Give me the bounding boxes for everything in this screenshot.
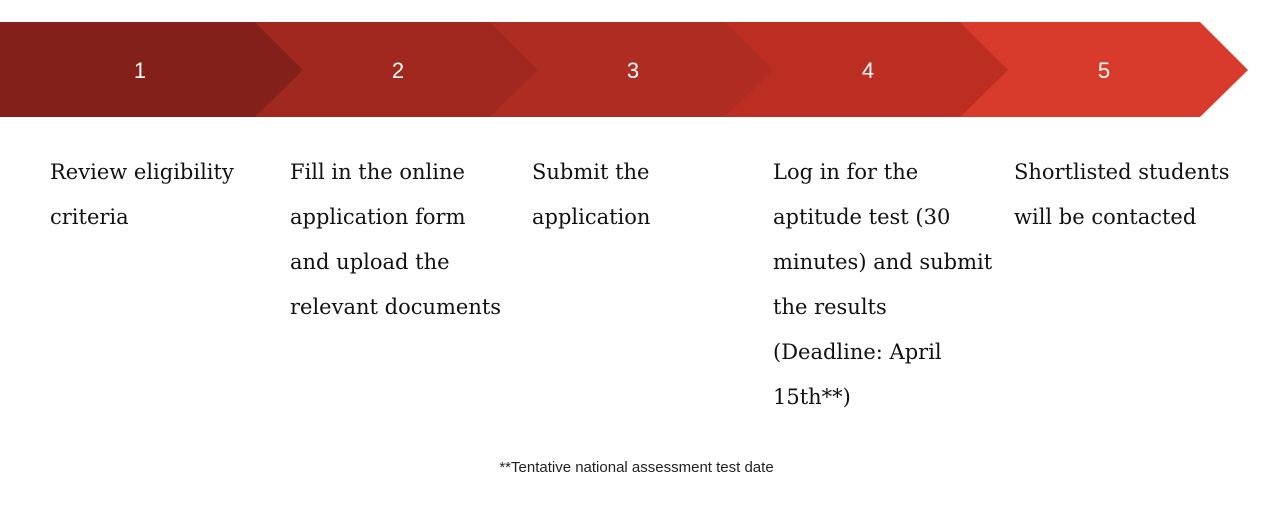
step-description-3: Submit the application bbox=[532, 160, 651, 229]
step-number-4: 4 bbox=[861, 58, 875, 83]
step-number-1: 1 bbox=[133, 58, 147, 83]
step-description-4: Log in for the aptitude test (30 minutes) and submit the results (Deadline: April 15th**) bbox=[773, 160, 993, 409]
step-description-1: Review eligibility criteria bbox=[50, 160, 234, 229]
chevron-step-1 bbox=[0, 22, 303, 117]
step-number-2: 2 bbox=[391, 58, 405, 83]
footnote: **Tentative national assessment test date bbox=[499, 459, 774, 476]
process-chevron-bar bbox=[0, 0, 1273, 140]
step-number-3: 3 bbox=[626, 58, 640, 83]
step-description-5: Shortlisted students will be contacted bbox=[1014, 160, 1230, 229]
step-number-5: 5 bbox=[1097, 58, 1111, 83]
step-description-2: Fill in the online application form and upload the relevant documents bbox=[290, 160, 502, 319]
